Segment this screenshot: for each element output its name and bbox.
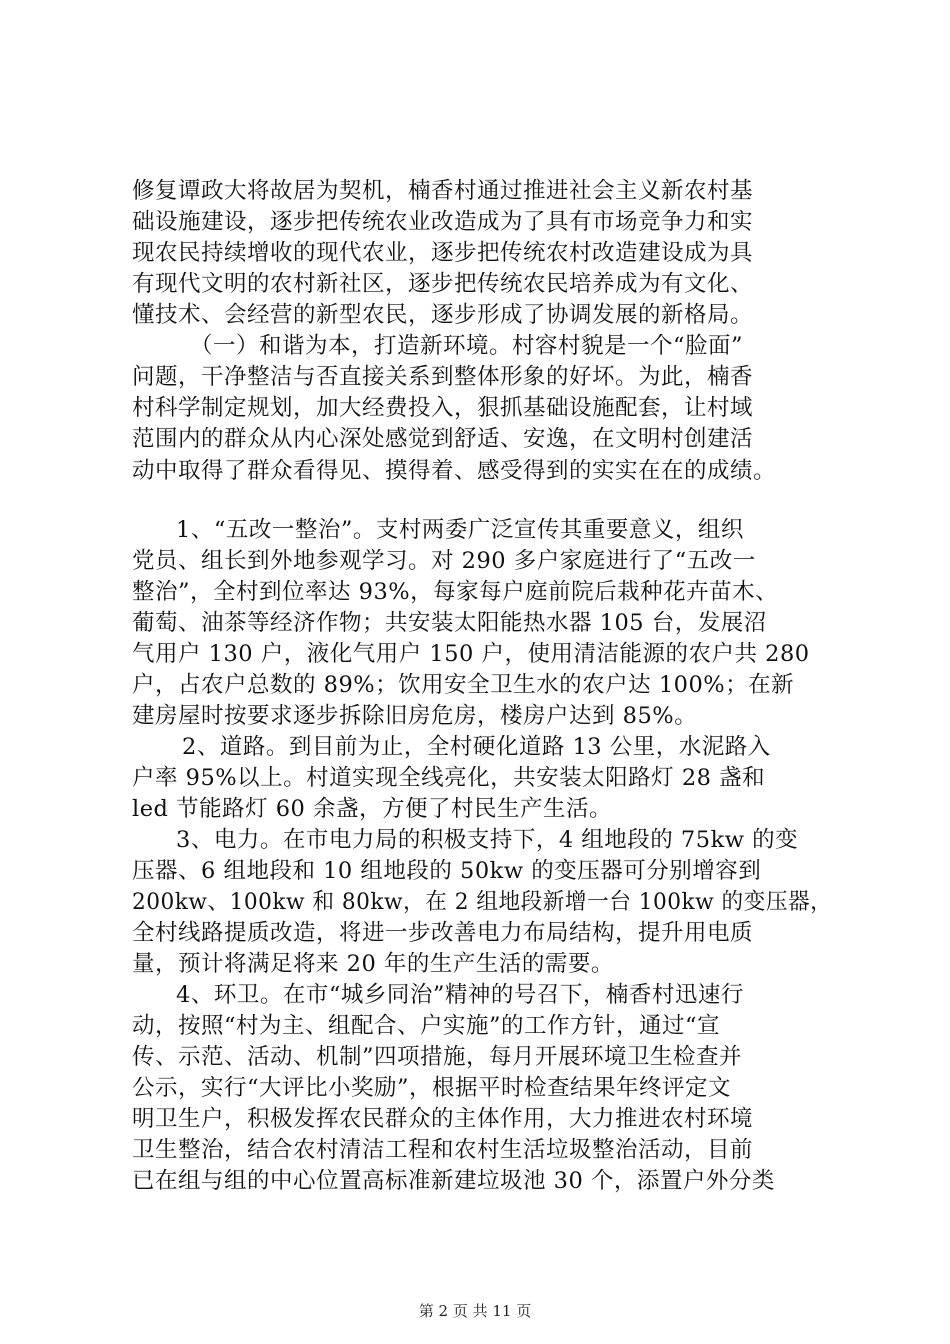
text-line: 气用户 130 户，液化气用户 150 户，使用清洁能源的农户共 280 bbox=[132, 641, 810, 667]
text-line: （一）和谐为本，打造新环境。村容村貌是一个“脸面” bbox=[190, 333, 744, 359]
text-line: 公示，实行“大评比小奖励”，根据平时检查结果年终评定文 bbox=[132, 1075, 732, 1101]
text-line: 建房屋时按要求逐步拆除旧房危房，楼房户达到 85%。 bbox=[132, 703, 698, 729]
text-line: 修复谭政大将故居为契机，楠香村通过推进社会主义新农村基 bbox=[132, 178, 754, 204]
text-line: 懂技术、会经营的新型农民，逐步形成了协调发展的新格局。 bbox=[132, 302, 754, 328]
text-line: 动，按照“村为主、组配合、户实施”的工作方针，通过“宣 bbox=[132, 1013, 721, 1039]
text-line: 党员、组长到外地参观学习。对 290 多户家庭进行了“五改一 bbox=[132, 548, 756, 574]
text-line: 户，占农户总数的 89%；饮用安全卫生水的农户达 100%；在新 bbox=[132, 672, 795, 698]
text-line: 有现代文明的农村新社区，逐步把传统农民培养成为有文化、 bbox=[132, 271, 754, 297]
text-line: 现农民持续增收的现代农业，逐步把传统农村改造建设成为具 bbox=[132, 240, 754, 266]
text-line: 1、“五改一整治”。支村两委广泛宣传其重要意义，组织 bbox=[176, 517, 744, 543]
text-line: 传、示范、活动、机制”四项措施，每月开展环境卫生检查并 bbox=[132, 1044, 743, 1070]
text-line: 3、电力。在市电力局的积极支持下，4 组地段的 75kw 的变 bbox=[176, 827, 799, 853]
text-line: 卫生整治，结合农村清洁工程和农村生活垃圾整治活动，目前 bbox=[132, 1137, 754, 1163]
text-line: 范围内的群众从内心深处感觉到舒适、安逸，在文明村创建活 bbox=[132, 426, 754, 452]
text-line: 动中取得了群众看得见、摸得着、感受得到的实实在在的成绩。 bbox=[132, 458, 777, 484]
text-line: 村科学制定规划，加大经费投入，狠抓基础设施配套，让村域 bbox=[132, 395, 754, 421]
text-line: 础设施建设，逐步把传统农业改造成为了具有市场竞争力和实 bbox=[132, 209, 754, 235]
text-line: 已在组与组的中心位置高标准新建垃圾池 30 个，添置户外分类 bbox=[132, 1168, 775, 1194]
text-line: 葡萄、油茶等经济作物；共安装太阳能热水器 105 台，发展沼 bbox=[132, 610, 767, 636]
text-line: 4、环卫。在市“城乡同治”精神的号召下，楠香村迅速行 bbox=[176, 982, 744, 1008]
text-line: led 节能路灯 60 余盏，方便了村民生产生活。 bbox=[132, 796, 613, 822]
text-line: 户率 95%以上。村道实现全线亮化，共安装太阳路灯 28 盏和 bbox=[132, 765, 766, 791]
text-line: 2、道路。到目前为止，全村硬化道路 13 公里，水泥路入 bbox=[182, 734, 771, 760]
text-line: 全村线路提质改造，将进一步改善电力布局结构，提升用电质 bbox=[132, 920, 754, 946]
page-footer: 第 2 页 共 11 页 bbox=[418, 1302, 532, 1320]
text-line: 整治”，全村到位率达 93%，每家每户庭前院后栽种花卉苗木、 bbox=[132, 579, 779, 605]
text-line: 问题，干净整洁与否直接关系到整体形象的好坏。为此，楠香 bbox=[132, 364, 754, 390]
text-line: 明卫生户，积极发挥农民群众的主体作用，大力推进农村环境 bbox=[132, 1106, 754, 1132]
text-line: 量，预计将满足将来 20 年的生产生活的需要。 bbox=[132, 951, 614, 977]
text-line: 压器、6 组地段和 10 组地段的 50kw 的变压器可分别增容到 bbox=[132, 858, 762, 884]
text-line: 200kw、100kw 和 80kw，在 2 组地段新增一台 100kw 的变压器， bbox=[132, 889, 833, 915]
